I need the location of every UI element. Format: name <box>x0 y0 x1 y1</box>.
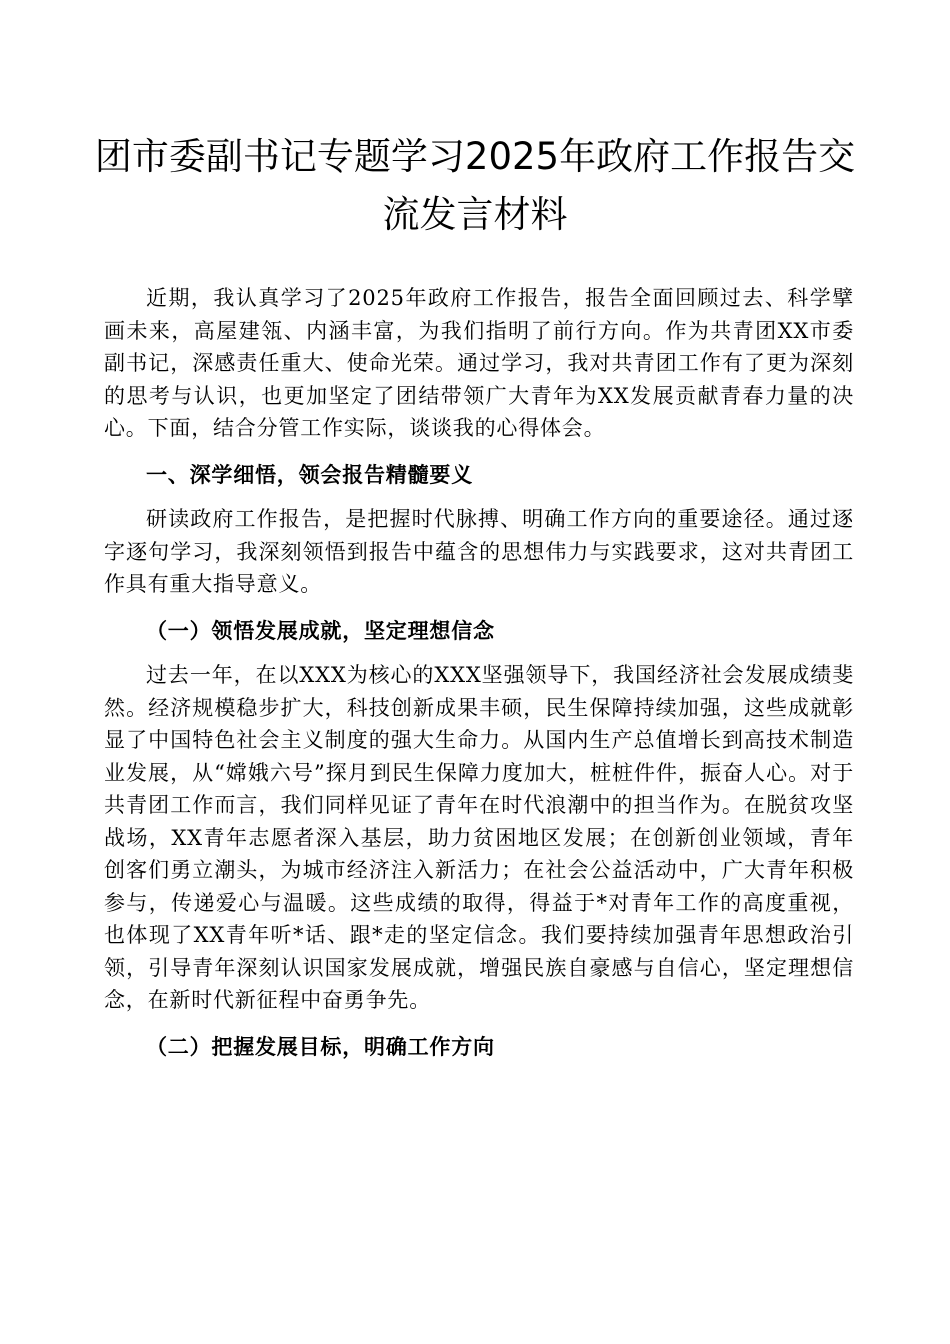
subsection-2-heading: （二）把握发展目标，明确工作方向 <box>146 1034 495 1059</box>
section-1-heading: 一、深学细悟，领会报告精髓要义 <box>146 462 473 487</box>
title-line-1: 团市委副书记专题学习2025年政府工作报告交 <box>94 135 856 178</box>
subsection-1-heading: （一）领悟发展成就，坚定理想信念 <box>146 618 495 643</box>
document-title <box>90 128 860 244</box>
title-line-2: 流发言材料 <box>382 193 568 236</box>
intro-paragraph: 近期，我认真学习了2025年政府工作报告，报告全面回顾过去、科学擘画未来，高屋建瓴、内涵丰富，为我们指明了前行方向。作为共青团XX市委副书记，深感责任重大、使命光荣。通过学习，我对共青团工作有了更为深刻的思考与认识，也更加坚定了团结带领广大青年为XX发展贡献青春力量的决心。下面，结合分管工作实际，谈谈我的心得体会。 <box>104 286 854 440</box>
section-1-paragraph: 研读政府工作报告，是把握时代脉搏、明确工作方向的重要途径。通过逐字逐句学习，我深刻领悟到报告中蕴含的思想伟力与实践要求，这对共青团工作具有重大指导意义。 <box>104 507 854 596</box>
subsection-1-paragraph: 过去一年，在以XXX为核心的XXX坚强领导下，我国经济社会发展成绩斐然。经济规模稳步扩大，科技创新成果丰硕，民生保障持续加强，这些成就彰显了中国特色社会主义制度的强大生命力。从国内生产总值增长到高技术制造业发展，从“嫦娥六号”探月到民生保障力度加大，桩桩件件，振奋人心。对于共青团工作而言，我们同样见证了青年在时代浪潮中的担当作为。在脱贫攻坚战场，XX青年志愿者深入基层，助力贫困地区发展；在创新创业领域，青年创客们勇立潮头，为城市经济注入新活力；在社会公益活动中，广大青年积极参与，传递爱心与温暖。这些成绩的取得，得益于*对青年工作的高度重视，也体现了XX青年听*话、跟*走的坚定信念。我们要持续加强青年思想政治引领，引导青年深刻认识国家发展成就，增强民族自豪感与自信心，坚定理想信念，在新时代新征程中奋勇争先。 <box>104 663 854 1012</box>
document-body <box>104 282 854 1063</box>
